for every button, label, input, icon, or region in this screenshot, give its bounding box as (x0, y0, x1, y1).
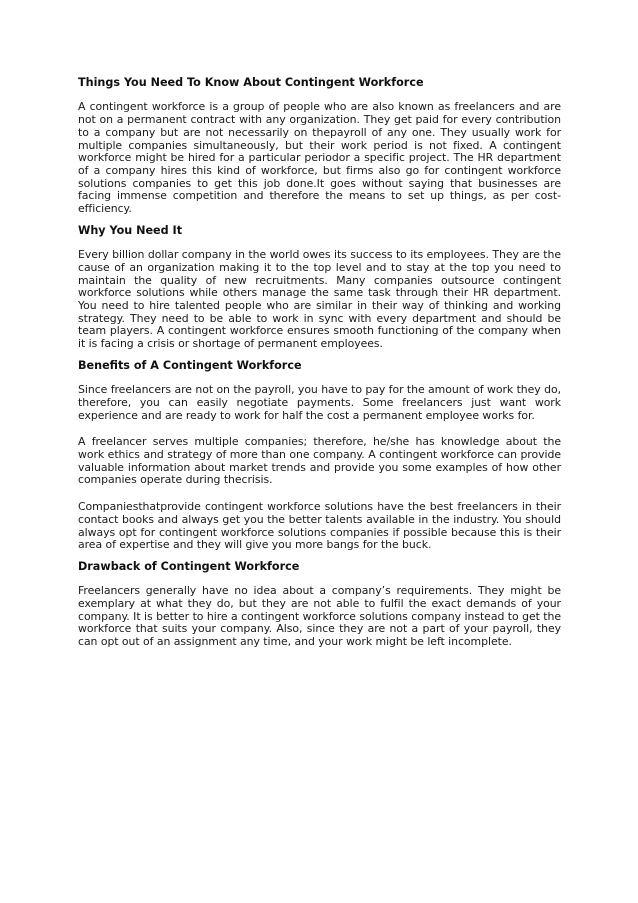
section-paragraph: Every billion dollar company in the world owes its success to its employees. They are the cause of an organization making it to the top level and to stay at the top you need to maintain the quality of new recruitments. Many companies outsource contingent workforce solutions while others manage the same task through their HR department. You need to hire talented people who are similar in their way of thinking and working strategy. They need to be able to work in sync with every department and should be team players. A contingent workforce ensures smooth functioning of the company when it is facing a crisis or shortage of permanent employees. (78, 248, 561, 351)
section-drawback (78, 560, 561, 649)
section-benefits (78, 359, 561, 552)
section-paragraph: Freelancers generally have no idea about a company’s requirements. They might be exemplary at what they do, but they are not able to fulfil the exact demands of your company. It is better to hire a contingent workforce solutions company instead to get the workforce that suits your company. Also, since they are not a part of your payroll, they can opt out of an assignment any time, and your work might be left incomplete. (78, 584, 561, 649)
section-heading: Drawback of Contingent Workforce (78, 559, 300, 573)
section-heading: Why You Need It (78, 223, 183, 237)
section-paragraph: A freelancer serves multiple companies; therefore, he/she has knowledge about the work ethics and strategy of more than one company. A contingent workforce can provide valuable information about market trends and provide you some examples of how other companies operate during thecrisis. (78, 435, 561, 487)
section-things-you-need-to-know (78, 76, 561, 216)
section-heading: Benefits of A Contingent Workforce (78, 358, 302, 372)
section-heading: Things You Need To Know About Contingent Workforce (78, 76, 424, 89)
section-paragraph: Since freelancers are not on the payroll, you have to pay for the amount of work they do, therefore, you can easily negotiate payments. Some freelancers just want work experience and are ready to work for half the cost a permanent employee works for. (78, 383, 561, 422)
section-paragraph: Companiesthatprovide contingent workforce solutions have the best freelancers in their contact books and always get you the better talents available in the industry. You should always opt for contingent workforce solutions companies if possible because this is their area of expertise and they will give you more bangs for the buck. (78, 500, 561, 552)
section-why-you-need-it (78, 224, 561, 351)
document-page (78, 76, 561, 657)
section-paragraph: A contingent workforce is a group of people who are also known as freelancers and are not on a permanent contract with any organization. They get paid for every contribution to a company but are not necessarily on thepayroll of any one. They usually work for multiple companies simultaneously, but their work period is not fixed. A contingent workforce might be hired for a particular periodor a specific project. The HR department of a company hires this kind of workforce, but firms also go for contingent workforce solutions companies to get this job done.It goes without saying that businesses are facing immense competition and therefore the means to set up things, as per cost-efficiency. (78, 100, 561, 216)
